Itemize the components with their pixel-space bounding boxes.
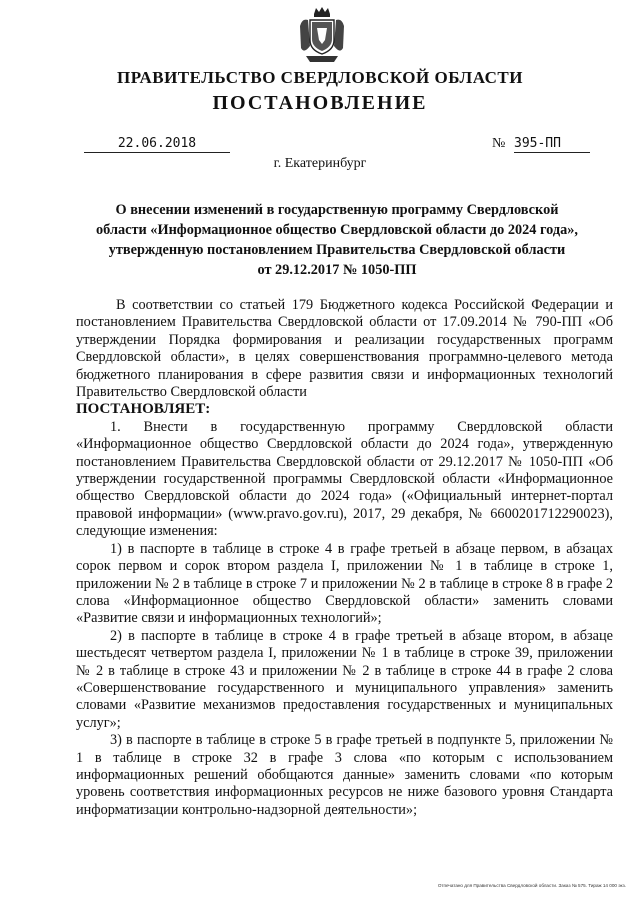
document-body	[76, 297, 613, 819]
subitem-3-paragraph: 3) в паспорте в таблице в строке 5 в графе третьей в подпункте 5, приложении № 1 в таблице в строке 32 в графе 3 слова «по которым с использованием информационных решений обобщаются данные» заменить словами «по которым уровень соответствия информационных ресурсов не ниже базового уровня Стандарта информатизации контрольно-надзорной деятельности»;	[76, 732, 613, 818]
coat-of-arms-emblem	[298, 6, 346, 64]
document-date: 22.06.2018	[84, 136, 230, 153]
item-1-paragraph: 1. Внести в государственную программу Свердловской области «Информационное общество Свердловской области до 2024 года», утвержденную постановлением Правительства Свердловской области от 29.12.2017 № 1050-ПП «Об утверждении государственной программы Свердловской области «Информационное общество Свердловской области до 2024 года» («Официальный интернет-портал правовой информации» (www.pravo.gov.ru), 2017, 29 декабря, № 6600201712290023), следующие изменения:	[76, 418, 613, 540]
decree-word: ПОСТАНОВЛЯЕТ:	[76, 401, 211, 418]
title-line: от 29.12.2017 № 1050-ПП	[257, 262, 417, 278]
subitem-1-paragraph: 1) в паспорте в таблице в строке 4 в графе третьей в абзаце первом, в абзацах сорок первом и сорок втором раздела I, приложении № 1 в таблице в строке 1, приложении № 2 в таблице в строке 7 и приложении № 2 в таблице в строке 8 в графе 2 слова «Информационное общество Свердловской области» заменить словами «Развитие связи и информационных технологий»;	[76, 540, 613, 627]
title-line: О внесении изменений в государственную программу Свердловской	[115, 202, 559, 218]
city: г. Екатеринбург	[273, 156, 367, 171]
subitem-2-paragraph: 2) в паспорте в таблице в строке 4 в графе третьей в абзаце втором, в абзаце шестьдесят четвертом раздела I, приложении № 1 в таблице в строке 39, приложении № 2 в таблице в строке 43 и приложении № 2 в таблице в строке 44 в графе 2 слова «Совершенствование государственного и муниципального управления» заменить словами «Развитие механизмов предоставления государственных и муниципальных услуг»;	[76, 627, 613, 731]
preamble-paragraph: В соответствии со статьей 179 Бюджетного кодекса Российской Федерации и постановлением Правительства Свердловской области от 17.09.2014 № 790-ПП «Об утверждении Порядка формирования и реализации государственных программ Свердловской области», в целях совершенствования программно-целевого метода бюджетного планирования в сфере развития связи и информационных технологий Правительство Свердловской области	[76, 297, 613, 401]
print-note: Отпечатано для Правительства Свердловской области. Заказ № 575. Тираж 14 000 экз.	[437, 883, 626, 888]
title-line: области «Информационное общество Свердловской области до 2024 года»,	[96, 222, 578, 238]
document-kind: ПОСТАНОВЛЕНИЕ	[212, 92, 428, 114]
number-sign: №	[492, 136, 506, 151]
government-name: ПРАВИТЕЛЬСТВО СВЕРДЛОВСКОЙ ОБЛАСТИ	[117, 68, 523, 87]
document-title	[84, 200, 590, 280]
title-line: утвержденную постановлением Правительства Свердловской области	[108, 242, 566, 258]
document-number: 395-ПП	[514, 136, 590, 153]
